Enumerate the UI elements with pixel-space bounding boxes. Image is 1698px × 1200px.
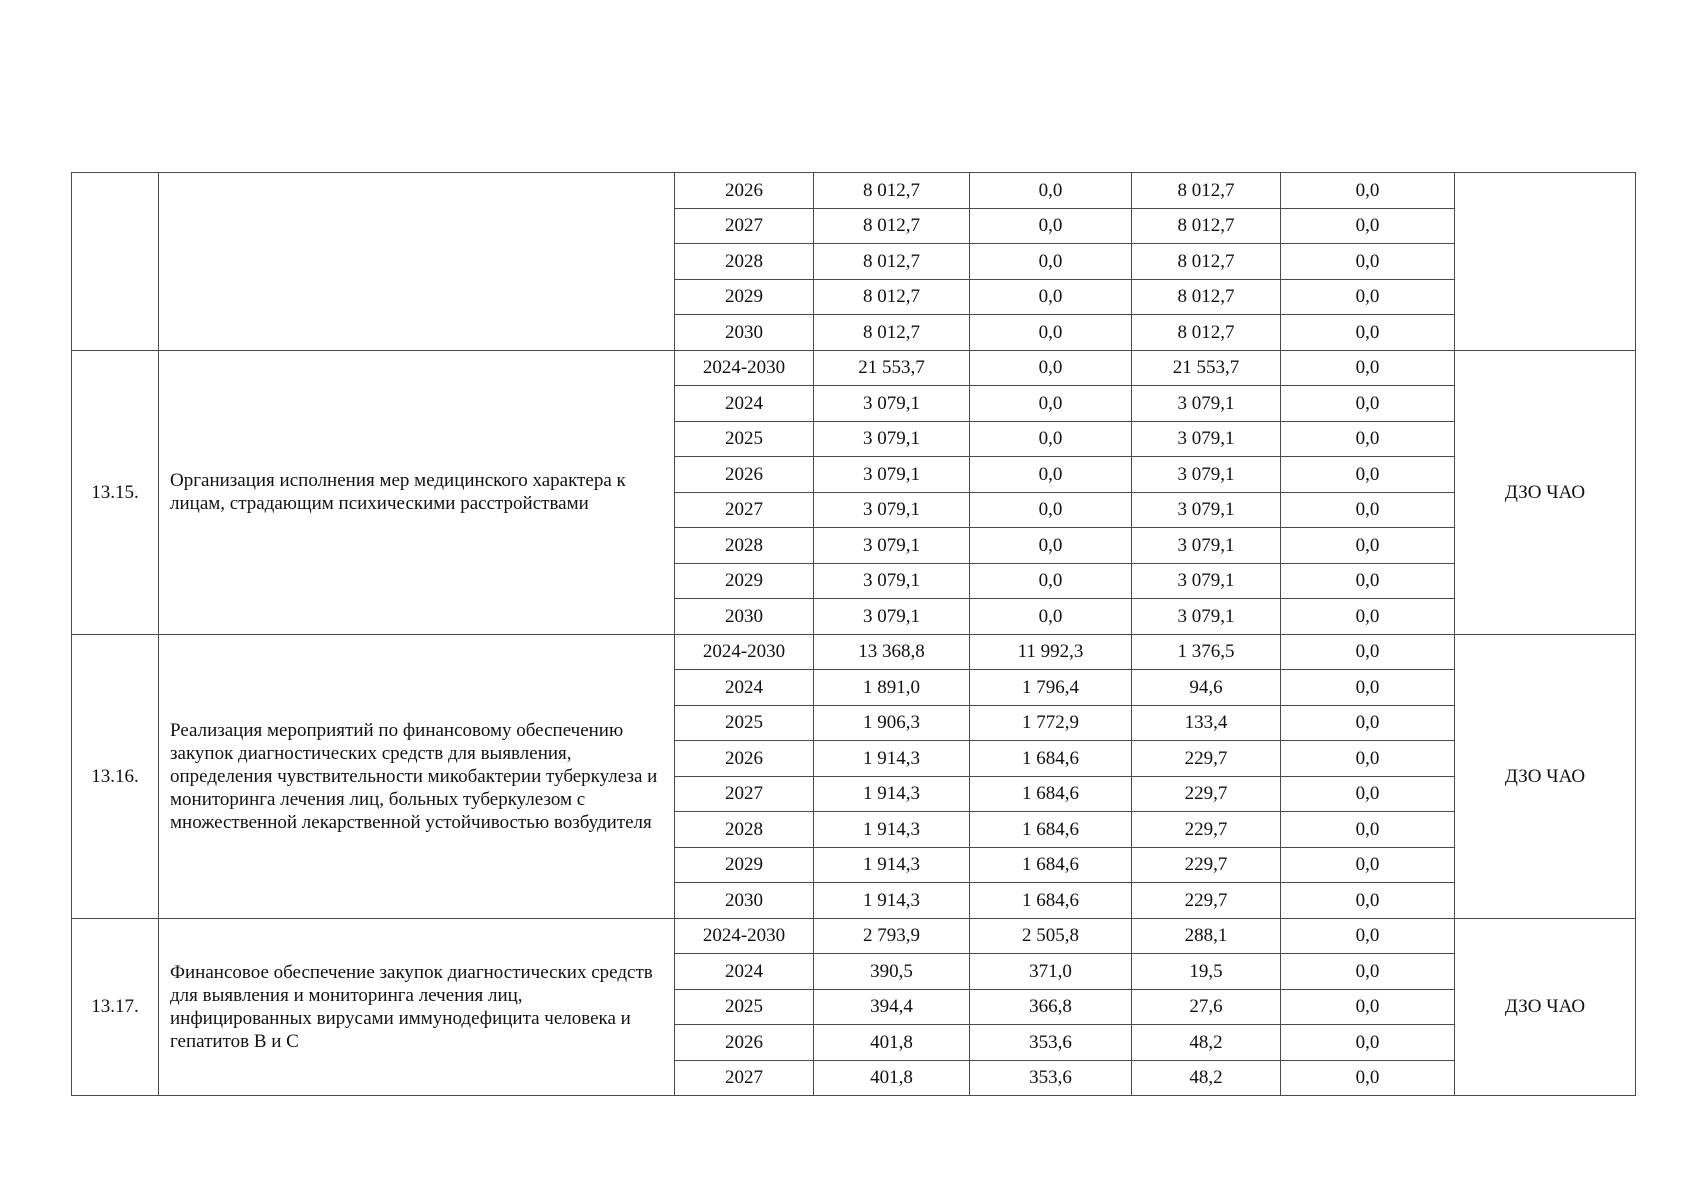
period-cell: 2029 (675, 279, 814, 315)
total-cell: 1 914,3 (814, 741, 970, 777)
period-cell: 2028 (675, 812, 814, 848)
regional-cell: 1 376,5 (1132, 634, 1281, 670)
other-cell: 0,0 (1281, 315, 1455, 351)
total-cell: 3 079,1 (814, 563, 970, 599)
total-cell: 3 079,1 (814, 386, 970, 422)
other-cell: 0,0 (1281, 599, 1455, 635)
regional-cell: 133,4 (1132, 705, 1281, 741)
total-cell: 390,5 (814, 954, 970, 990)
period-cell: 2025 (675, 705, 814, 741)
total-cell: 8 012,7 (814, 315, 970, 351)
period-cell: 2030 (675, 599, 814, 635)
table-row (72, 634, 1636, 670)
period-cell: 2026 (675, 173, 814, 209)
period-cell: 2025 (675, 421, 814, 457)
federal-cell: 0,0 (970, 208, 1132, 244)
other-cell: 0,0 (1281, 244, 1455, 280)
total-cell: 3 079,1 (814, 528, 970, 564)
table-body (72, 173, 1636, 1096)
other-cell: 0,0 (1281, 1060, 1455, 1096)
regional-cell: 3 079,1 (1132, 563, 1281, 599)
other-cell: 0,0 (1281, 1025, 1455, 1061)
regional-cell: 3 079,1 (1132, 492, 1281, 528)
other-cell: 0,0 (1281, 492, 1455, 528)
regional-cell: 27,6 (1132, 989, 1281, 1025)
total-cell: 1 914,3 (814, 847, 970, 883)
total-cell: 1 906,3 (814, 705, 970, 741)
federal-cell: 1 684,6 (970, 741, 1132, 777)
period-cell: 2024-2030 (675, 350, 814, 386)
period-cell: 2029 (675, 563, 814, 599)
federal-cell: 0,0 (970, 315, 1132, 351)
other-cell: 0,0 (1281, 173, 1455, 209)
regional-cell: 229,7 (1132, 741, 1281, 777)
period-cell: 2029 (675, 847, 814, 883)
federal-cell: 371,0 (970, 954, 1132, 990)
regional-cell: 8 012,7 (1132, 173, 1281, 209)
federal-cell: 0,0 (970, 386, 1132, 422)
federal-cell: 0,0 (970, 350, 1132, 386)
period-cell: 2026 (675, 741, 814, 777)
federal-cell: 366,8 (970, 989, 1132, 1025)
regional-cell: 229,7 (1132, 847, 1281, 883)
regional-cell: 229,7 (1132, 776, 1281, 812)
other-cell: 0,0 (1281, 883, 1455, 919)
federal-cell: 353,6 (970, 1060, 1132, 1096)
other-cell: 0,0 (1281, 670, 1455, 706)
regional-cell: 288,1 (1132, 918, 1281, 954)
period-cell: 2028 (675, 528, 814, 564)
financing-table (71, 172, 1636, 1096)
other-cell: 0,0 (1281, 386, 1455, 422)
responsible-cell: ДЗО ЧАО (1455, 350, 1636, 634)
item-name-cell: Реализация мероприятий по финансовому обеспечению закупок диагностических средств для выявления, определения чувствительности микобактерии туберкулеза и мониторинга лечения лиц, больных туберкулезом с множественной лекарственной устойчивостью возбудителя (159, 634, 675, 918)
other-cell: 0,0 (1281, 812, 1455, 848)
other-cell: 0,0 (1281, 705, 1455, 741)
federal-cell: 1 772,9 (970, 705, 1132, 741)
table-row (72, 918, 1636, 954)
federal-cell: 11 992,3 (970, 634, 1132, 670)
other-cell: 0,0 (1281, 989, 1455, 1025)
item-number-cell: 13.16. (72, 634, 159, 918)
period-cell: 2025 (675, 989, 814, 1025)
period-cell: 2027 (675, 776, 814, 812)
total-cell: 394,4 (814, 989, 970, 1025)
regional-cell: 48,2 (1132, 1025, 1281, 1061)
federal-cell: 0,0 (970, 563, 1132, 599)
item-number-cell: 13.17. (72, 918, 159, 1096)
federal-cell: 0,0 (970, 173, 1132, 209)
federal-cell: 2 505,8 (970, 918, 1132, 954)
federal-cell: 1 796,4 (970, 670, 1132, 706)
total-cell: 8 012,7 (814, 173, 970, 209)
other-cell: 0,0 (1281, 918, 1455, 954)
item-number-cell (72, 173, 159, 351)
total-cell: 3 079,1 (814, 421, 970, 457)
responsible-cell: ДЗО ЧАО (1455, 918, 1636, 1096)
period-cell: 2027 (675, 208, 814, 244)
total-cell: 3 079,1 (814, 599, 970, 635)
other-cell: 0,0 (1281, 776, 1455, 812)
other-cell: 0,0 (1281, 208, 1455, 244)
federal-cell: 1 684,6 (970, 812, 1132, 848)
period-cell: 2026 (675, 457, 814, 493)
period-cell: 2024 (675, 954, 814, 990)
other-cell: 0,0 (1281, 954, 1455, 990)
federal-cell: 0,0 (970, 244, 1132, 280)
total-cell: 8 012,7 (814, 244, 970, 280)
regional-cell: 8 012,7 (1132, 208, 1281, 244)
regional-cell: 3 079,1 (1132, 528, 1281, 564)
item-name-cell: Организация исполнения мер медицинского характера к лицам, страдающим психическими расстройствами (159, 350, 675, 634)
total-cell: 1 891,0 (814, 670, 970, 706)
item-name-cell (159, 173, 675, 351)
regional-cell: 8 012,7 (1132, 315, 1281, 351)
federal-cell: 353,6 (970, 1025, 1132, 1061)
federal-cell: 0,0 (970, 528, 1132, 564)
regional-cell: 3 079,1 (1132, 421, 1281, 457)
total-cell: 401,8 (814, 1025, 970, 1061)
federal-cell: 1 684,6 (970, 883, 1132, 919)
responsible-cell: ДЗО ЧАО (1455, 634, 1636, 918)
period-cell: 2027 (675, 1060, 814, 1096)
table-row (72, 173, 1636, 209)
table-row (72, 350, 1636, 386)
total-cell: 13 368,8 (814, 634, 970, 670)
federal-cell: 0,0 (970, 492, 1132, 528)
regional-cell: 3 079,1 (1132, 386, 1281, 422)
regional-cell: 94,6 (1132, 670, 1281, 706)
other-cell: 0,0 (1281, 421, 1455, 457)
period-cell: 2027 (675, 492, 814, 528)
other-cell: 0,0 (1281, 457, 1455, 493)
regional-cell: 48,2 (1132, 1060, 1281, 1096)
total-cell: 401,8 (814, 1060, 970, 1096)
total-cell: 8 012,7 (814, 208, 970, 244)
regional-cell: 19,5 (1132, 954, 1281, 990)
total-cell: 2 793,9 (814, 918, 970, 954)
total-cell: 21 553,7 (814, 350, 970, 386)
period-cell: 2024-2030 (675, 634, 814, 670)
total-cell: 1 914,3 (814, 883, 970, 919)
period-cell: 2030 (675, 315, 814, 351)
total-cell: 1 914,3 (814, 776, 970, 812)
other-cell: 0,0 (1281, 741, 1455, 777)
total-cell: 3 079,1 (814, 457, 970, 493)
period-cell: 2026 (675, 1025, 814, 1061)
other-cell: 0,0 (1281, 279, 1455, 315)
regional-cell: 229,7 (1132, 812, 1281, 848)
total-cell: 1 914,3 (814, 812, 970, 848)
other-cell: 0,0 (1281, 634, 1455, 670)
other-cell: 0,0 (1281, 528, 1455, 564)
item-number-cell: 13.15. (72, 350, 159, 634)
regional-cell: 229,7 (1132, 883, 1281, 919)
period-cell: 2028 (675, 244, 814, 280)
regional-cell: 3 079,1 (1132, 599, 1281, 635)
federal-cell: 0,0 (970, 457, 1132, 493)
regional-cell: 8 012,7 (1132, 279, 1281, 315)
period-cell: 2030 (675, 883, 814, 919)
responsible-cell (1455, 173, 1636, 351)
period-cell: 2024 (675, 670, 814, 706)
regional-cell: 21 553,7 (1132, 350, 1281, 386)
item-name-cell: Финансовое обеспечение закупок диагностических средств для выявления и мониторинга лечения лиц, инфицированных вирусами иммунодефицита человека и гепатитов В и С (159, 918, 675, 1096)
regional-cell: 3 079,1 (1132, 457, 1281, 493)
federal-cell: 1 684,6 (970, 847, 1132, 883)
period-cell: 2024 (675, 386, 814, 422)
federal-cell: 0,0 (970, 421, 1132, 457)
other-cell: 0,0 (1281, 350, 1455, 386)
total-cell: 8 012,7 (814, 279, 970, 315)
regional-cell: 8 012,7 (1132, 244, 1281, 280)
federal-cell: 0,0 (970, 279, 1132, 315)
total-cell: 3 079,1 (814, 492, 970, 528)
period-cell: 2024-2030 (675, 918, 814, 954)
other-cell: 0,0 (1281, 563, 1455, 599)
federal-cell: 1 684,6 (970, 776, 1132, 812)
other-cell: 0,0 (1281, 847, 1455, 883)
federal-cell: 0,0 (970, 599, 1132, 635)
